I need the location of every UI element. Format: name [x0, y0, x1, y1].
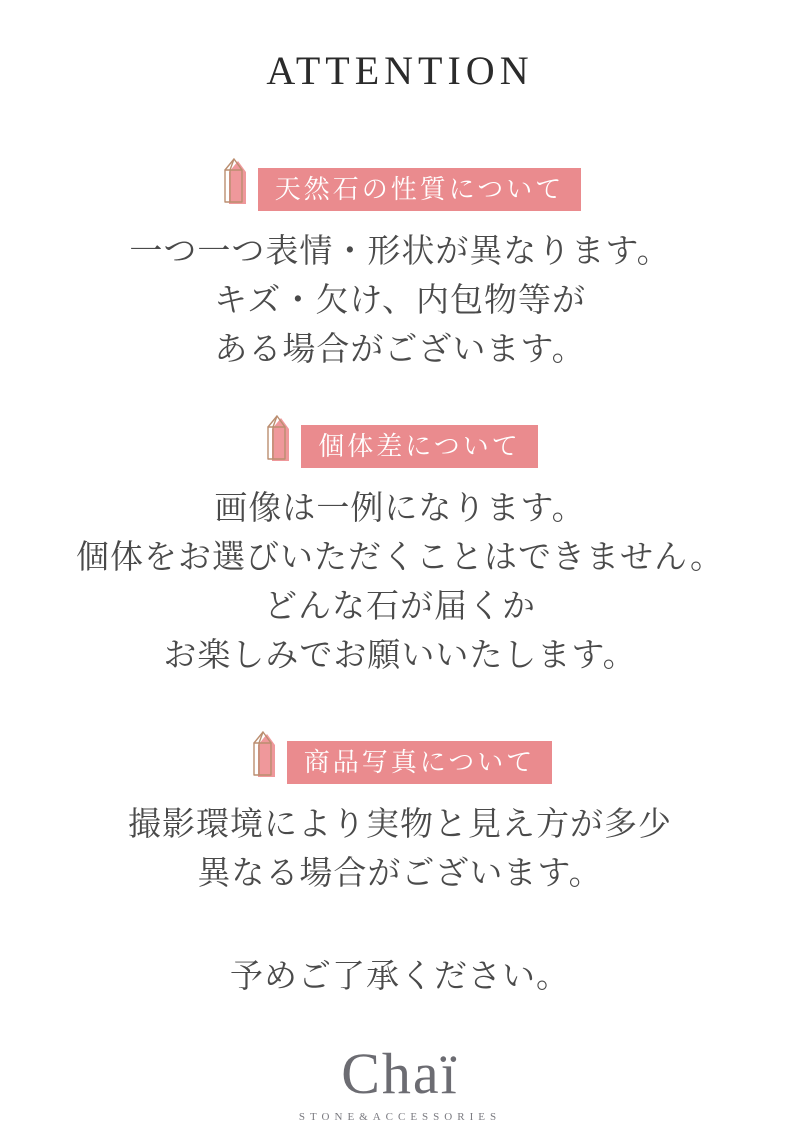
body-line: どんな石が届くか: [264, 587, 536, 624]
closing-note: 予めご了承ください。: [230, 957, 570, 994]
section-header: [0, 158, 800, 211]
brand-block: [0, 1041, 800, 1123]
section-body: [0, 226, 800, 373]
body-line: 異なる場合がございます。: [197, 854, 603, 891]
body-line: お楽しみでお願いいたします。: [163, 636, 637, 673]
body-line: キズ・欠け、内包物等が: [213, 281, 587, 318]
page-title: ATTENTION: [266, 48, 534, 93]
brand-logo: Chaï: [341, 1041, 459, 1106]
body-line: 画像は一例になります。: [214, 489, 586, 526]
body-line: 個体をお選びいただくことはできません。: [76, 538, 724, 575]
body-line: 一つ一つ表情・形状が異なります。: [129, 232, 671, 269]
body-line: 撮影環境により実物と見え方が多少: [128, 805, 672, 842]
section-body: [0, 483, 800, 679]
body-line: ある場合がございます。: [214, 330, 586, 367]
crystal-icon: [262, 415, 294, 468]
section-heading-banner: 天然石の性質について: [258, 168, 581, 211]
section-header: [0, 731, 800, 784]
section-heading-banner: 商品写真について: [287, 741, 552, 784]
section-individual-differences: [0, 415, 800, 679]
section-product-photos: [0, 731, 800, 897]
section-natural-stone-properties: [0, 158, 800, 373]
crystal-icon: [248, 731, 280, 784]
section-heading-banner: 個体差について: [301, 425, 537, 468]
crystal-icon: [219, 158, 251, 211]
section-body: [0, 799, 800, 897]
section-header: [0, 415, 800, 468]
brand-tagline: STONE&ACCESSORIES: [298, 1111, 502, 1123]
